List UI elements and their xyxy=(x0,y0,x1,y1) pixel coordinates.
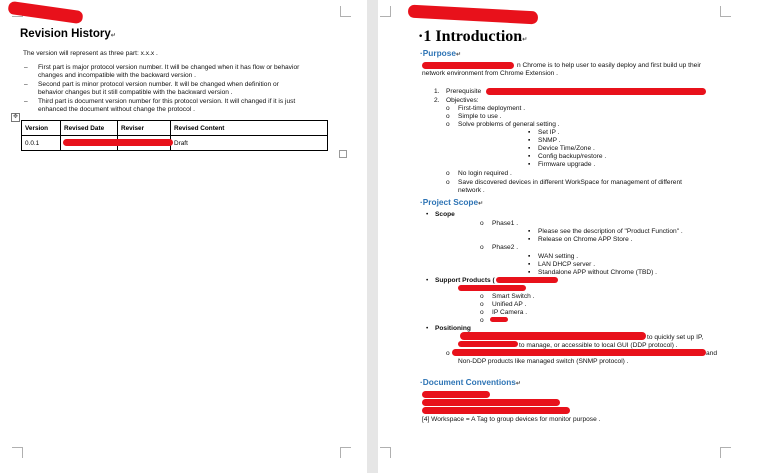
redaction-mark xyxy=(452,349,706,356)
redaction-mark xyxy=(408,5,539,25)
table-cell: Draft xyxy=(171,136,328,151)
crop-mark xyxy=(380,6,391,17)
list-item: Set IP . xyxy=(538,129,560,136)
bullet-line: changes and incompatible with the backward version . xyxy=(38,72,196,79)
positioning-text: and xyxy=(706,350,718,357)
table-header-cell: Revised Content xyxy=(171,121,328,136)
list-number: 2. xyxy=(434,97,440,104)
bullet-line: Third part is document version number for this protocol version. It will changed if it is just xyxy=(38,98,296,105)
purpose-heading: ·Purpose↵ xyxy=(420,48,461,58)
list-item: LAN DHCP server . xyxy=(538,261,596,268)
list-item: Firmware upgrade . xyxy=(538,161,596,168)
crop-mark xyxy=(340,6,351,17)
list-item: SNMP . xyxy=(538,137,561,144)
list-item: Smart Switch . xyxy=(492,293,535,300)
positioning-text: Non-DDP products like managed switch (SNMP protocol) . xyxy=(458,358,629,365)
positioning-label: Positioning xyxy=(435,325,471,332)
revision-history-heading: Revision History↵ xyxy=(20,28,116,40)
list-item: First-time deployment . xyxy=(458,105,526,112)
list-item: Solve problems of general setting . xyxy=(458,121,560,128)
bullet-dash: – xyxy=(24,81,28,88)
crop-mark xyxy=(720,447,731,458)
list-number: 1. xyxy=(434,88,440,95)
redaction-mark xyxy=(422,62,514,69)
crop-mark xyxy=(380,447,391,458)
list-item: Release on Chrome APP Store . xyxy=(538,236,633,243)
table-header-row xyxy=(22,121,328,136)
list-item: Simple to use . xyxy=(458,113,502,120)
page-revision-history xyxy=(0,0,367,473)
table-cell: 0.0.1 xyxy=(22,136,61,151)
redaction-mark xyxy=(458,285,526,291)
redaction-mark xyxy=(486,88,706,95)
table-header-cell: Reviser xyxy=(118,121,171,136)
purpose-text: network environment from Chrome Extension . xyxy=(422,70,558,77)
bullet-line: First part is major protocol version number. It will be changed when it has flow or behavior xyxy=(38,64,300,71)
crop-mark xyxy=(12,447,23,458)
conventions-text: [4] Workspace = A Tag to group devices for monitor purpose . xyxy=(422,416,601,423)
positioning-text: to manage, or accessible to local GUI (DDP protocol) . xyxy=(519,342,678,349)
list-item: Device Time/Zone . xyxy=(538,145,595,152)
version-intro-text: The version will represent as three part: x.x.x . xyxy=(23,50,158,57)
list-item: Objectives: xyxy=(446,97,479,104)
redaction-mark xyxy=(490,317,508,322)
revision-table xyxy=(21,120,328,151)
list-item: Config backup/restore . xyxy=(538,153,607,160)
document-conventions-heading: ·Document Conventions↵ xyxy=(420,377,521,387)
bullet-line: behavior changes but it still compatible with the backward version . xyxy=(38,89,233,96)
project-scope-heading: ·Project Scope↵ xyxy=(420,197,484,207)
crop-mark xyxy=(340,447,351,458)
list-item: No login required . xyxy=(458,170,512,177)
table-header-cell: Revised Date xyxy=(61,121,118,136)
list-item: WAN setting . xyxy=(538,253,579,260)
list-item: Unified AP . xyxy=(492,301,527,308)
redaction-mark xyxy=(422,391,490,398)
redaction-mark xyxy=(63,139,173,146)
list-item: Standalone APP without Chrome (TBD) . xyxy=(538,269,657,276)
redaction-mark xyxy=(496,277,558,283)
introduction-heading: ·1 Introduction↵ xyxy=(418,28,528,45)
purpose-text: n Chrome is to help user to easily deploy and first build up their xyxy=(517,62,701,69)
phase-label: Phase1 . xyxy=(492,220,519,227)
list-item: network . xyxy=(458,187,485,194)
table-header-cell: Version xyxy=(22,121,61,136)
table-resize-handle[interactable] xyxy=(339,150,347,158)
redaction-mark xyxy=(422,399,560,406)
redaction-mark xyxy=(458,341,518,347)
redaction-mark xyxy=(422,407,570,414)
bullet-dash: – xyxy=(24,98,28,105)
support-products-label: Support Products ( xyxy=(435,277,495,284)
list-item: Save discovered devices in different WorkSpace for management of different xyxy=(458,179,682,186)
redaction-mark xyxy=(460,332,646,340)
positioning-text: to quickly set up IP, xyxy=(647,334,704,341)
bullet-line: Second part is minor protocol version number. It will be changed when definition or xyxy=(38,81,279,88)
scope-label: Scope xyxy=(435,211,455,218)
page-introduction: ·1 Introduction↵ ·Purpose↵ n Chrome is to help user to easily deploy and first build up their network environment from Chrome Extension . 1. Prerequisite 2. Objectives: o First-time deployment . o Simple to use . o Solve problems of general setting . ▪ Set IP . ▪ SNMP . ▪ Device Time/Zone . ▪ Config backup/restore . ▪ Firmware upgrade . o No login required . o Save discovered devices in different WorkSpace for management of different network . ·Project Scope↵ • Scope o Phase1 . ▪ Please see the description of "Product Function" . ▪ Release on Chrome APP Store . o Phase2 . ▪ WAN setting . ▪ LAN DHCP server . ▪ Standalone APP without Chrome (TBD) . • Support Products ( o Smart Switch . o Unified AP . o IP Camera . o • Positioning to quickly set up IP, to manage, or accessible to local GUI (DDP protocol) . o and Non-DDP products like managed switch (SNMP protocol) . ·Document Conventions↵ [4] Workspace = A Tag to group devices for monitor purpose . xyxy=(378,0,759,473)
crop-mark xyxy=(720,6,731,17)
redaction-mark xyxy=(7,1,83,24)
list-item: IP Camera . xyxy=(492,309,528,316)
phase-label: Phase2 . xyxy=(492,244,519,251)
bullet-dash: – xyxy=(24,64,28,71)
table-move-handle-icon[interactable]: ✥ xyxy=(12,114,19,120)
list-item: Please see the description of "Product Function" . xyxy=(538,228,683,235)
list-item: Prerequisite xyxy=(446,88,482,95)
bullet-line: enhanced the document without change the protocol . xyxy=(38,106,195,113)
